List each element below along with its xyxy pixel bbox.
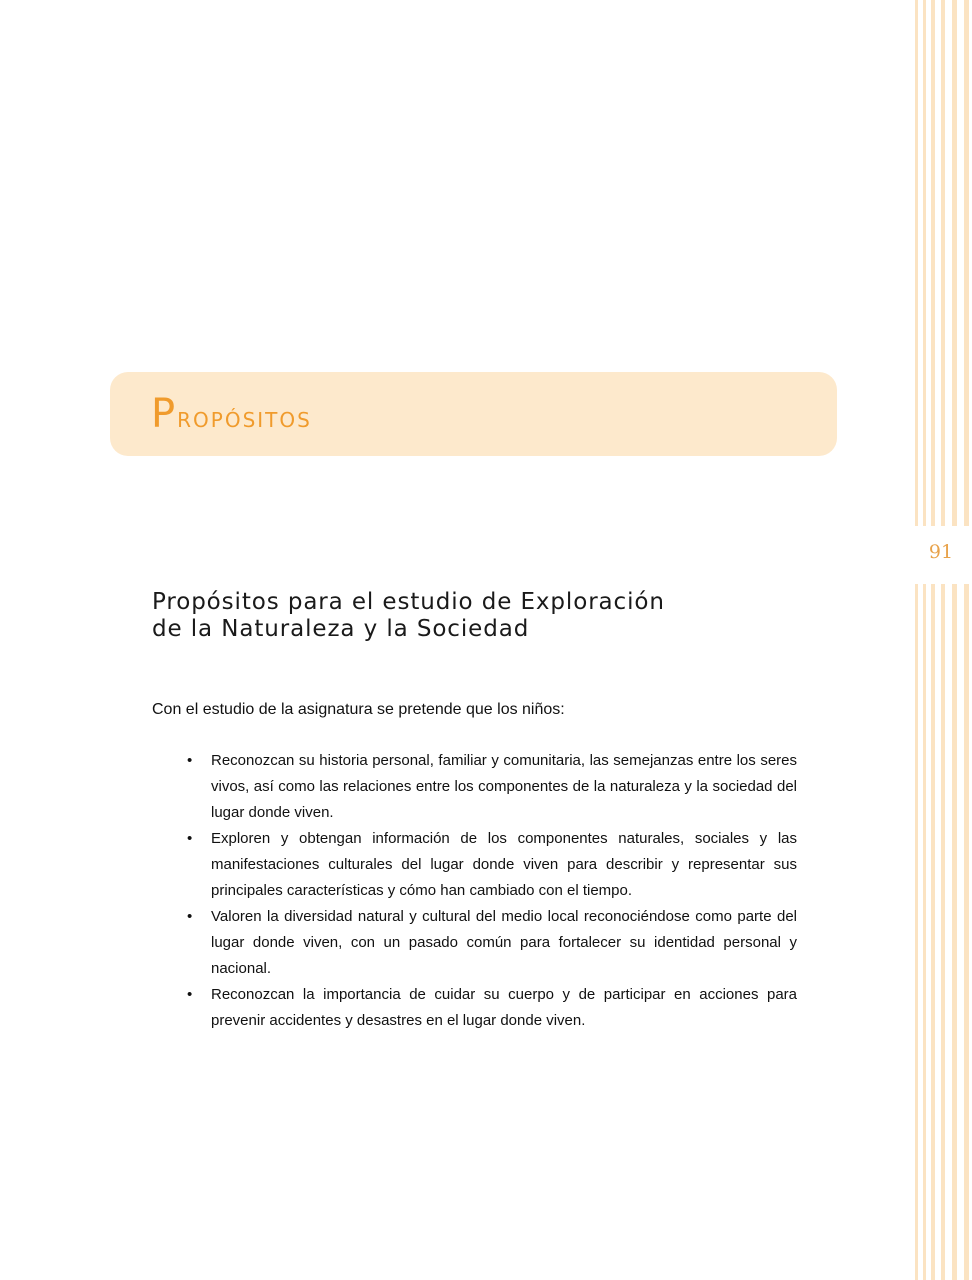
page-number: 91 [928,541,954,563]
bullet-icon: • [187,986,193,1003]
edge-stripe [964,0,969,1280]
list-item-text: Exploren y obtengan información de los componentes naturales, sociales y las manifestaciones culturales del lugar donde viven para describir y representar sus principales características y cómo han cambiado con el tiempo. [211,830,797,899]
bullet-icon: • [187,752,193,769]
subheading-line-2: de la Naturaleza y la Sociedad [152,616,530,642]
intro-paragraph: Con el estudio de la asignatura se pretende que los niños: [152,701,565,718]
list-item [187,826,797,904]
bullet-icon: • [187,830,193,847]
list-item-text: Reconozcan su historia personal, familiar y comunitaria, las semejanzas entre los seres vivos, así como las relaciones entre los componentes de la naturaleza y la sociedad del lugar donde viven. [211,752,797,821]
edge-stripe [952,0,957,1280]
page-edge-stripes [912,0,972,1280]
list-item [187,982,797,1034]
list-item-text: Reconozcan la importancia de cuidar su cuerpo y de participar en acciones para prevenir accidentes y desastres en el lugar donde viven. [211,986,797,1029]
edge-stripe [915,0,918,1280]
section-title [151,390,312,442]
edge-stripe [931,0,935,1280]
edge-stripe [923,0,926,1280]
section-title-rest: ropósitos [177,401,312,434]
subheading-line-1: Propósitos para el estudio de Exploración [152,589,665,615]
purposes-list [187,748,797,1034]
subheading [152,589,792,643]
list-item [187,748,797,826]
section-title-initial: P [151,391,178,437]
list-item-text: Valoren la diversidad natural y cultural del medio local reconociéndose como parte del lugar donde viven, con un pasado común para fortalecer su identidad personal y nacional. [211,908,797,977]
section-banner [110,372,837,456]
bullet-icon: • [187,908,193,925]
list-item [187,904,797,982]
edge-stripe [941,0,945,1280]
